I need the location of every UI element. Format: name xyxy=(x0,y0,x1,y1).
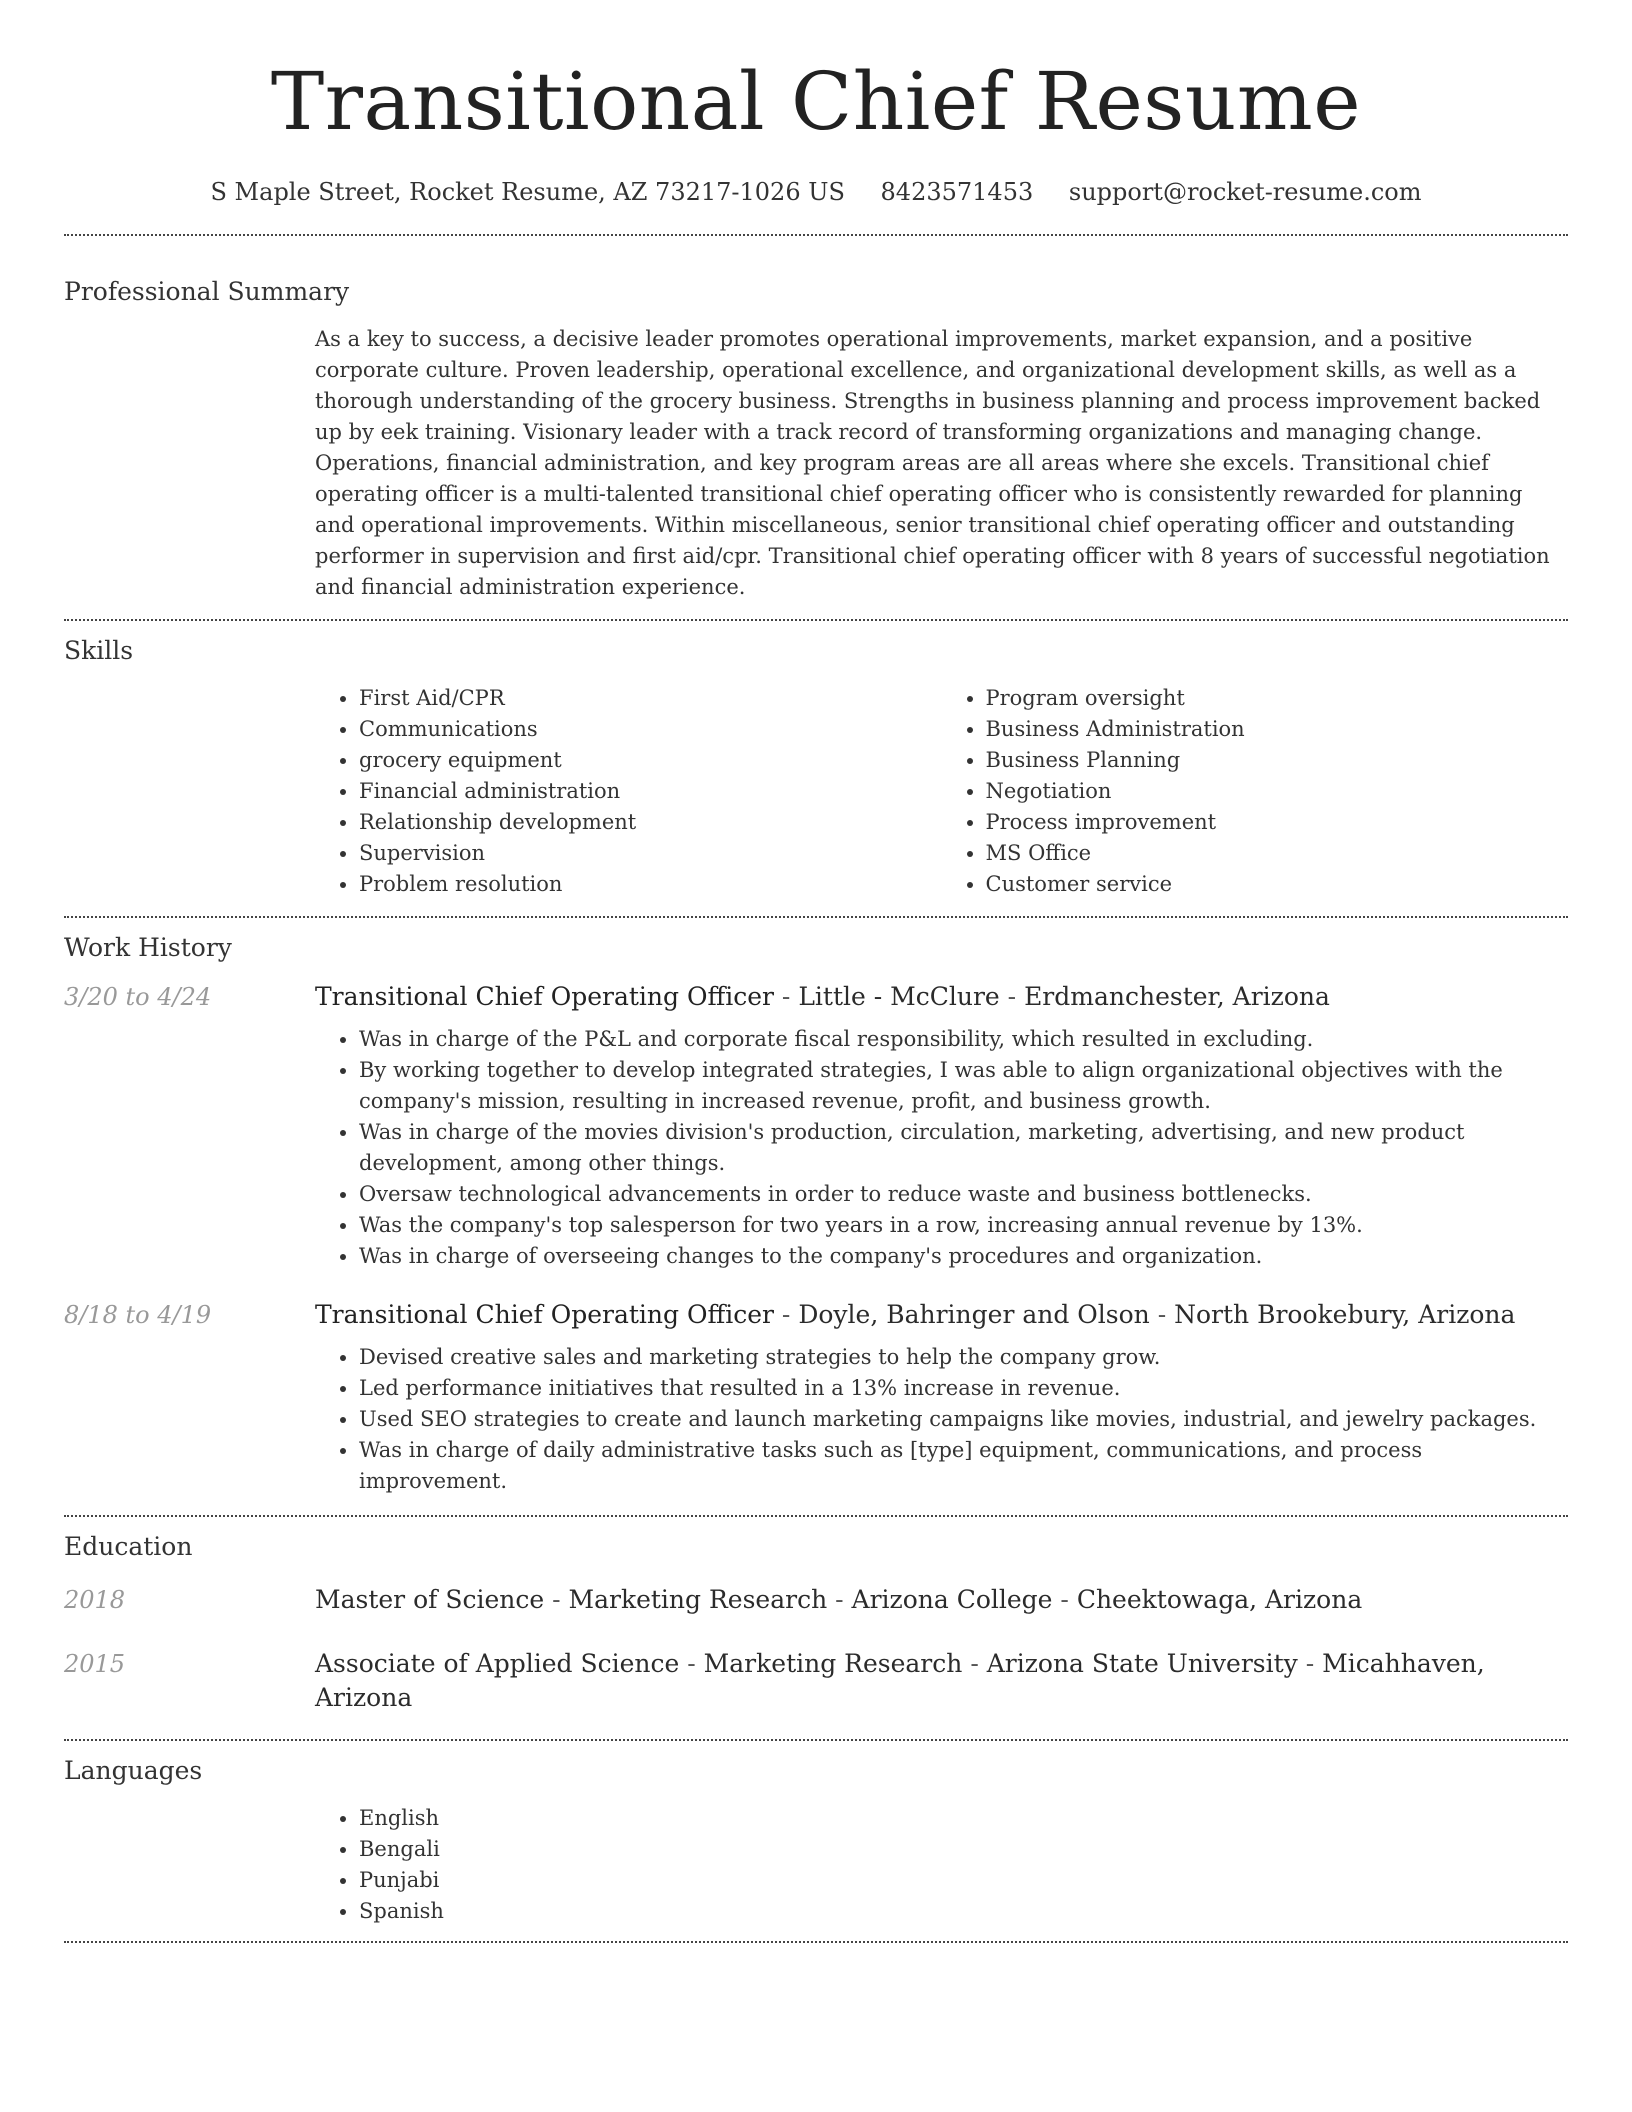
education-year: 2018 xyxy=(64,1586,126,1614)
job-bullet: • Used SEO strategies to create and launch marketing campaigns like movies, industrial, and jewelry packages. xyxy=(359,1404,1568,1435)
education-school: Arizona College xyxy=(851,1585,1053,1614)
skill-item: • grocery equipment xyxy=(359,745,942,776)
job-company: Little - McClure xyxy=(798,982,1000,1011)
resume-name: Transitional Chief Resume xyxy=(270,55,1362,148)
work-title xyxy=(315,1298,1568,1332)
education-year: 2015 xyxy=(64,1650,126,1678)
education-title xyxy=(315,1647,1568,1715)
work-entry-main xyxy=(315,980,1568,1272)
section-title-work: Work History xyxy=(64,933,232,962)
contact-line xyxy=(64,176,1568,208)
education-location: Cheektowaga, Arizona xyxy=(1076,1585,1363,1614)
skill-item: • Financial administration xyxy=(359,776,942,807)
title-separator: - xyxy=(999,982,1025,1011)
title-separator: - xyxy=(827,1585,852,1614)
job-location: North Brookebury, Arizona xyxy=(1174,1300,1516,1329)
job-bullet: • Was in charge of daily administrative tasks such as [type] equipment, communications, and process improvement. xyxy=(359,1435,1568,1497)
contact-phone: 8423571453 xyxy=(880,178,1034,206)
language-item: • English xyxy=(359,1803,1568,1834)
section-title-languages: Languages xyxy=(64,1756,203,1785)
education-entries xyxy=(64,1583,1568,1715)
resume-header xyxy=(64,0,1568,208)
skill-item: • Program oversight xyxy=(986,683,1569,714)
language-item: • Bengali xyxy=(359,1834,1568,1865)
education-entry xyxy=(64,1647,1568,1715)
skill-item: • Process improvement xyxy=(986,807,1569,838)
contact-address: S Maple Street, Rocket Resume, AZ 73217-1026 US xyxy=(210,178,845,206)
languages-list xyxy=(315,1803,1568,1927)
job-location: Erdmanchester, Arizona xyxy=(1024,982,1330,1011)
work-section xyxy=(64,918,1568,1515)
job-bullet: • Led performance initiatives that resulted in a 13% increase in revenue. xyxy=(359,1373,1568,1404)
job-role: Transitional Chief Operating Officer xyxy=(315,982,774,1011)
education-title xyxy=(315,1583,1568,1617)
job-bullet: • Was the company's top salesperson for two years in a row, increasing annual revenue by 13%. xyxy=(359,1210,1568,1241)
education-school: Arizona State University xyxy=(986,1649,1298,1678)
skill-item: • Customer service xyxy=(986,869,1569,900)
work-entry-main xyxy=(315,1298,1568,1497)
skill-item: • Relationship development xyxy=(359,807,942,838)
work-entry xyxy=(64,980,1568,1272)
skill-item: • Business Administration xyxy=(986,714,1569,745)
language-item: • Punjabi xyxy=(359,1865,1568,1896)
skill-item: • Supervision xyxy=(359,838,942,869)
title-separator: - xyxy=(544,1585,569,1614)
skill-item: • MS Office xyxy=(986,838,1569,869)
education-entry-main xyxy=(315,1583,1568,1617)
skill-item: • Negotiation xyxy=(986,776,1569,807)
education-entry-main xyxy=(315,1647,1568,1715)
education-section xyxy=(64,1517,1568,1715)
title-separator: - xyxy=(679,1649,704,1678)
skills-list-left xyxy=(315,683,942,900)
title-separator: - xyxy=(962,1649,987,1678)
languages-body xyxy=(315,1803,1568,1927)
skills-section xyxy=(64,621,1568,916)
title-separator: - xyxy=(773,1300,799,1329)
section-title-skills: Skills xyxy=(64,636,134,665)
skill-item: • Problem resolution xyxy=(359,869,942,900)
job-bullets xyxy=(315,1342,1568,1497)
job-bullets xyxy=(315,1024,1568,1272)
education-location: Micahhaven, Arizona xyxy=(315,1649,1485,1712)
job-bullet: • Was in charge of overseeing changes to the company's procedures and organization. xyxy=(359,1241,1568,1272)
skill-item: • Communications xyxy=(359,714,942,745)
languages-section xyxy=(64,1741,1568,1941)
language-item: • Spanish xyxy=(359,1896,1568,1927)
education-degree: Master of Science xyxy=(315,1585,545,1614)
education-field: Marketing Research xyxy=(703,1649,963,1678)
title-separator: - xyxy=(1297,1649,1323,1678)
section-title-education: Education xyxy=(64,1532,193,1561)
summary-text: As a key to success, a decisive leader promotes operational improvements, market expansion, and a positive corporate culture. Proven leadership, operational excellence, and organizational development skills, as well as a thorough understanding of the grocery business. Strengths in business planning and process improvement backed up by eek training. Visionary leader with a track record of transforming organizations and managing change. Operations, financial administration, and key program areas are all areas where she excels. Transitional chief operating officer is a multi-talented transitional chief operating officer who is consistently rewarded for planning and operational improvements. Within miscellaneous, senior transitional chief operating officer and outstanding performer in supervision and first aid/cpr. Transitional chief operating officer with 8 years of successful negotiation and financial administration experience. xyxy=(315,327,1550,599)
job-bullet: • Was in charge of the movies division's production, circulation, marketing, advertising, and new product development, among other things. xyxy=(359,1117,1568,1179)
skill-item: • First Aid/CPR xyxy=(359,683,942,714)
title-separator: - xyxy=(1052,1585,1077,1614)
job-bullet: • Devised creative sales and marketing strategies to help the company grow. xyxy=(359,1342,1568,1373)
job-bullet: • By working together to develop integrated strategies, I was able to align organizational objectives with the company's mission, resulting in increased revenue, profit, and business growth. xyxy=(359,1055,1568,1117)
education-field: Marketing Research xyxy=(568,1585,828,1614)
work-dates: 8/18 to 4/19 xyxy=(64,1301,212,1329)
title-separator: - xyxy=(1149,1300,1175,1329)
work-entry xyxy=(64,1298,1568,1497)
skills-grid xyxy=(315,683,1568,900)
summary-section xyxy=(64,236,1568,619)
summary-body xyxy=(315,324,1568,603)
job-bullet: • Was in charge of the P&L and corporate fiscal responsibility, which resulted in excluding. xyxy=(359,1024,1568,1055)
skill-item: • Business Planning xyxy=(986,745,1569,776)
education-degree: Associate of Applied Science xyxy=(315,1649,680,1678)
title-separator: - xyxy=(773,982,799,1011)
work-dates: 3/20 to 4/24 xyxy=(64,983,212,1011)
contact-email: support@rocket-resume.com xyxy=(1068,178,1422,206)
section-title-summary: Professional Summary xyxy=(64,277,350,306)
education-entry xyxy=(64,1583,1568,1617)
section-divider xyxy=(64,1941,1568,1943)
job-role: Transitional Chief Operating Officer xyxy=(315,1300,774,1329)
job-company: Doyle, Bahringer and Olson xyxy=(798,1300,1150,1329)
job-bullet: • Oversaw technological advancements in order to reduce waste and business bottlenecks. xyxy=(359,1179,1568,1210)
work-entries xyxy=(64,980,1568,1497)
skills-list-right xyxy=(942,683,1569,900)
work-title xyxy=(315,980,1568,1014)
